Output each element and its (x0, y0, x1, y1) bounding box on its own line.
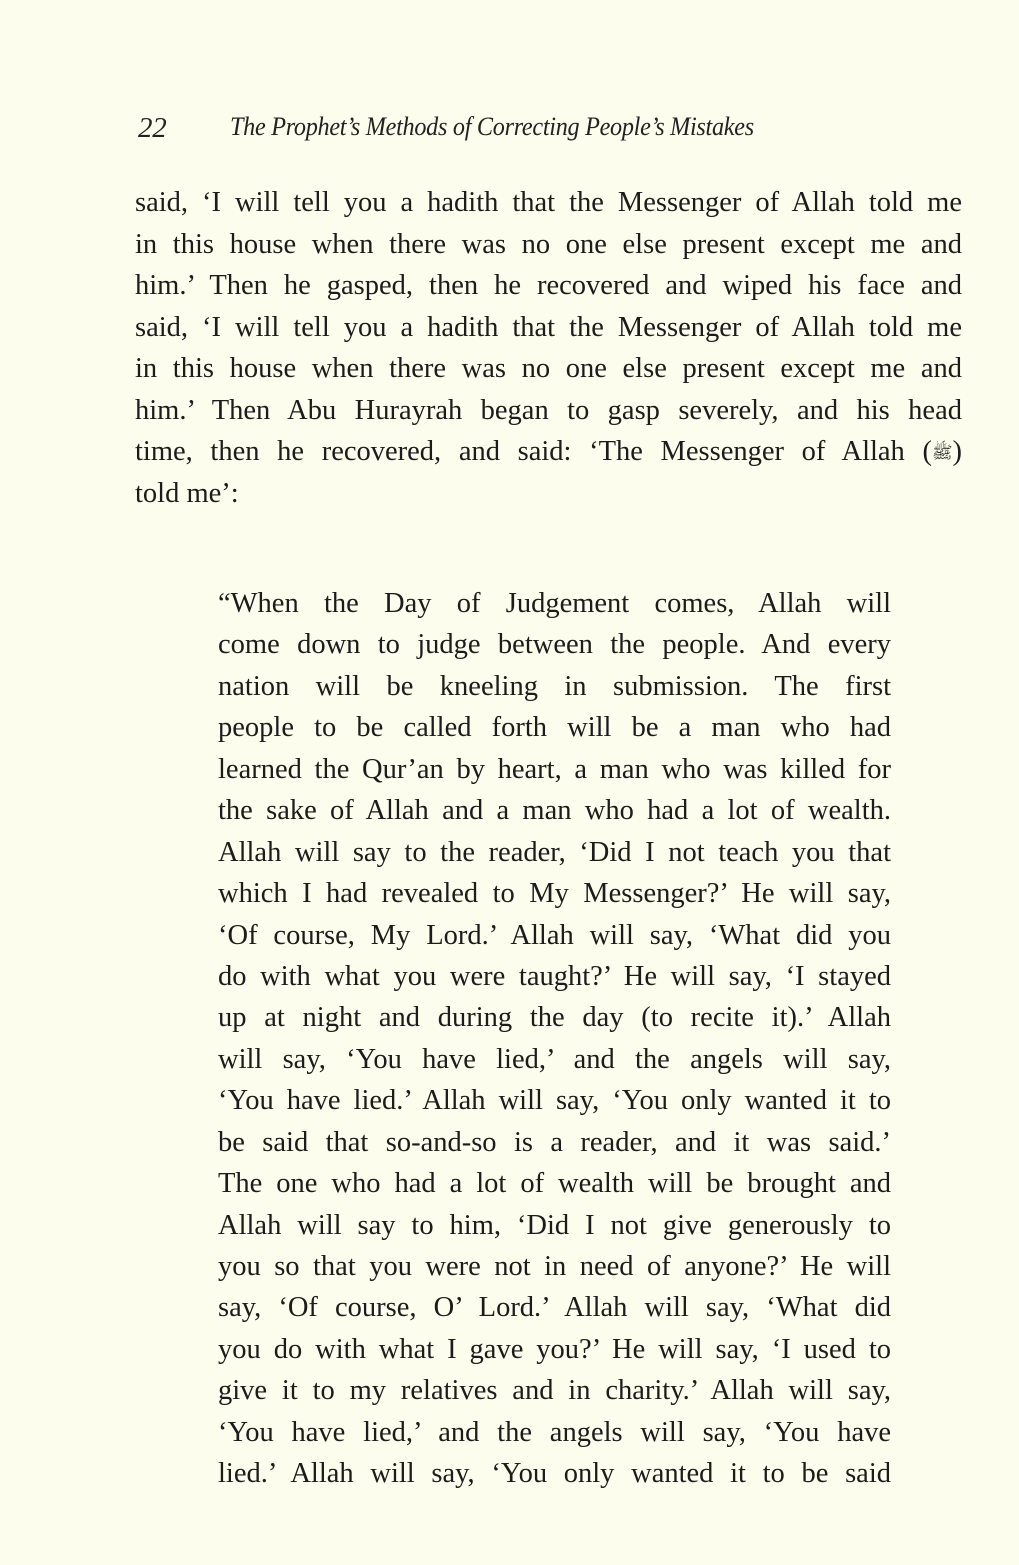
quote-line: will say, ‘You have lied,’ and the angels will say, (218, 1043, 891, 1075)
quote-line: Allah will say to him, ‘Did I not give generously to (218, 1209, 891, 1241)
page-number: 22 (138, 112, 167, 144)
quote-line: give it to my relatives and in charity.’ Allah will say, (218, 1375, 891, 1407)
text-line: him.’ Then he gasped, then he recovered and wiped his face and (135, 270, 962, 301)
text-line: in this house when there was no one else present except me and (135, 353, 962, 384)
quote-line: people to be called forth will be a man who had (218, 712, 891, 744)
quote-line: the sake of Allah and a man who had a lot of wealth. (218, 795, 891, 827)
page-header (138, 112, 898, 152)
quote-line: you so that you were not in need of anyone?’ He will (218, 1251, 891, 1282)
intro-paragraph (135, 182, 962, 514)
quote-line: learned the Qur’an by heart, a man who was killed for (218, 753, 891, 785)
quote-line: The one who had a lot of wealth will be brought and (218, 1168, 891, 1200)
text-line: in this house when there was no one else present except me and (135, 228, 962, 260)
quote-line: ‘Of course, My Lord.’ Allah will say, ‘What did you (218, 919, 891, 951)
quote-line: do with what you were taught?’ He will say, ‘I stayed (218, 960, 891, 992)
quote-line: come down to judge between the people. And every (218, 629, 891, 661)
quote-line: say, ‘Of course, O’ Lord.’ Allah will say, ‘What did (218, 1292, 891, 1324)
quote-line: ‘You have lied,’ and the angels will say, ‘You have (218, 1416, 891, 1448)
text-line: told me’: (135, 477, 239, 509)
quote-line: which I had revealed to My Messenger?’ He will say, (218, 878, 891, 910)
running-title: The Prophet’s Methods of Correcting People’s Mistakes (230, 112, 754, 141)
quote-line: ‘You have lied.’ Allah will say, ‘You only wanted it to (218, 1085, 891, 1117)
text-line (135, 431, 962, 473)
quote-line: you do with what I gave you?’ He will say, ‘I used to (218, 1333, 891, 1365)
quote-line: Allah will say to the reader, ‘Did I not teach you that (218, 836, 891, 868)
text-line: said, ‘I will tell you a hadith that the Messenger of Allah told me (135, 187, 962, 218)
quote-line: “When the Day of Judgement comes, Allah will (218, 588, 891, 619)
quote-line: be said that so-and-so is a reader, and it was said.’ (218, 1126, 891, 1158)
quote-line: up at night and during the day (to recite it).’ Allah (218, 1002, 891, 1034)
quote-line: nation will be kneeling in submission. The first (218, 670, 891, 702)
text-line-fragment: time, then he recovered, and said: ‘The Messenger of Allah ( (135, 436, 932, 467)
honorific-symbol: ﷺ (931, 443, 953, 462)
honorific-close-paren: ) (952, 436, 962, 467)
text-line: him.’ Then Abu Hurayrah began to gasp severely, and his head (135, 394, 962, 426)
hadith-quote-block (218, 583, 891, 1495)
text-line: said, ‘I will tell you a hadith that the Messenger of Allah told me (135, 311, 962, 343)
quote-line: lied.’ Allah will say, ‘You only wanted it to be said (218, 1458, 891, 1490)
